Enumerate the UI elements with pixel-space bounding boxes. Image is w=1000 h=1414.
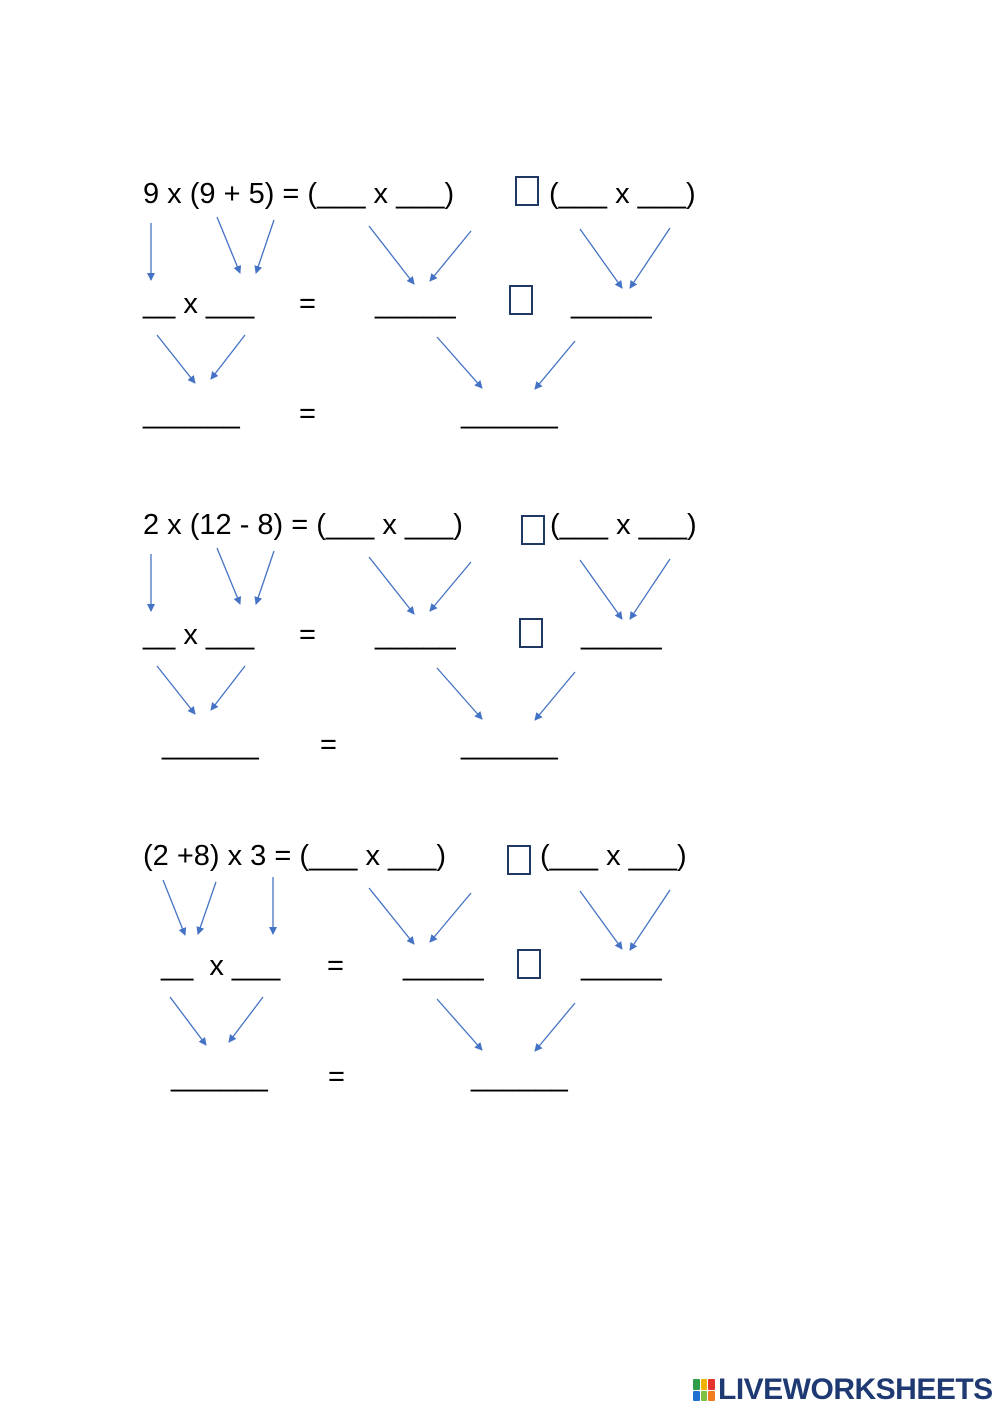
p2-result-right[interactable]: ______ [461, 729, 558, 761]
arrow [430, 893, 471, 942]
p2-equals-sign-2: = [320, 729, 337, 761]
logo-text: LIVEWORKSHEETS [718, 1373, 993, 1406]
p2-result-left[interactable]: ______ [162, 729, 259, 761]
arrow [430, 562, 471, 611]
arrow [535, 1003, 575, 1051]
p1-equation-right: (___ x ___) [549, 178, 696, 210]
p2-equation-left: 2 x (12 - 8) = (___ x ___) [143, 509, 463, 541]
p1-equals-sign-2: = [299, 398, 316, 430]
arrow [217, 217, 240, 273]
p3-equals-sign: = [327, 950, 344, 982]
arrow [437, 999, 482, 1050]
p1-result-right[interactable]: ______ [461, 398, 558, 430]
liveworksheets-logo[interactable] [693, 1373, 993, 1406]
p1-blank-left[interactable]: _____ [375, 288, 456, 320]
p3-result-right[interactable]: ______ [471, 1061, 568, 1093]
arrow [535, 672, 575, 720]
p2-product-blanks: __ x ___ [143, 619, 255, 651]
arrow [580, 229, 622, 288]
arrow [163, 880, 185, 935]
p3-product-blanks: __ x ___ [161, 950, 281, 982]
arrow [157, 666, 195, 714]
p3-result-left[interactable]: ______ [171, 1061, 268, 1093]
arrow [369, 226, 414, 284]
p3-blank-right[interactable]: _____ [581, 950, 662, 982]
p1-equation-left: 9 x (9 + 5) = (___ x ___) [143, 178, 455, 210]
arrow [198, 882, 216, 934]
arrow [430, 231, 471, 281]
arrow [211, 335, 245, 379]
p1-blank-right[interactable]: _____ [571, 288, 652, 320]
arrow [170, 997, 206, 1045]
p3-equation-right: (___ x ___) [540, 840, 687, 872]
p2-equals-sign: = [299, 619, 316, 651]
p2-blank-right[interactable]: _____ [581, 619, 662, 651]
p2-equation-right: (___ x ___) [550, 509, 697, 541]
arrow [157, 335, 195, 383]
arrow [211, 666, 245, 710]
arrow [369, 557, 414, 614]
arrow [369, 888, 414, 944]
arrow [229, 997, 263, 1042]
p3-equation-left: (2 +8) x 3 = (___ x ___) [143, 840, 447, 872]
p1-result-left[interactable]: ______ [143, 398, 240, 430]
arrow [630, 559, 670, 619]
arrow [217, 548, 240, 604]
p3-blank-left[interactable]: _____ [403, 950, 484, 982]
arrow [256, 220, 274, 273]
arrow [256, 551, 274, 604]
p2-blank-left[interactable]: _____ [375, 619, 456, 651]
p1-product-blanks: __ x ___ [143, 288, 255, 320]
p1-equals-sign: = [299, 288, 316, 320]
logo-mark-icon [693, 1379, 715, 1401]
arrow [437, 337, 482, 388]
arrow [535, 341, 575, 389]
p3-equals-sign-2: = [328, 1061, 345, 1093]
arrow [437, 668, 482, 719]
arrow [580, 560, 622, 619]
arrow [630, 890, 670, 950]
arrow [580, 891, 622, 949]
arrow [630, 228, 670, 288]
